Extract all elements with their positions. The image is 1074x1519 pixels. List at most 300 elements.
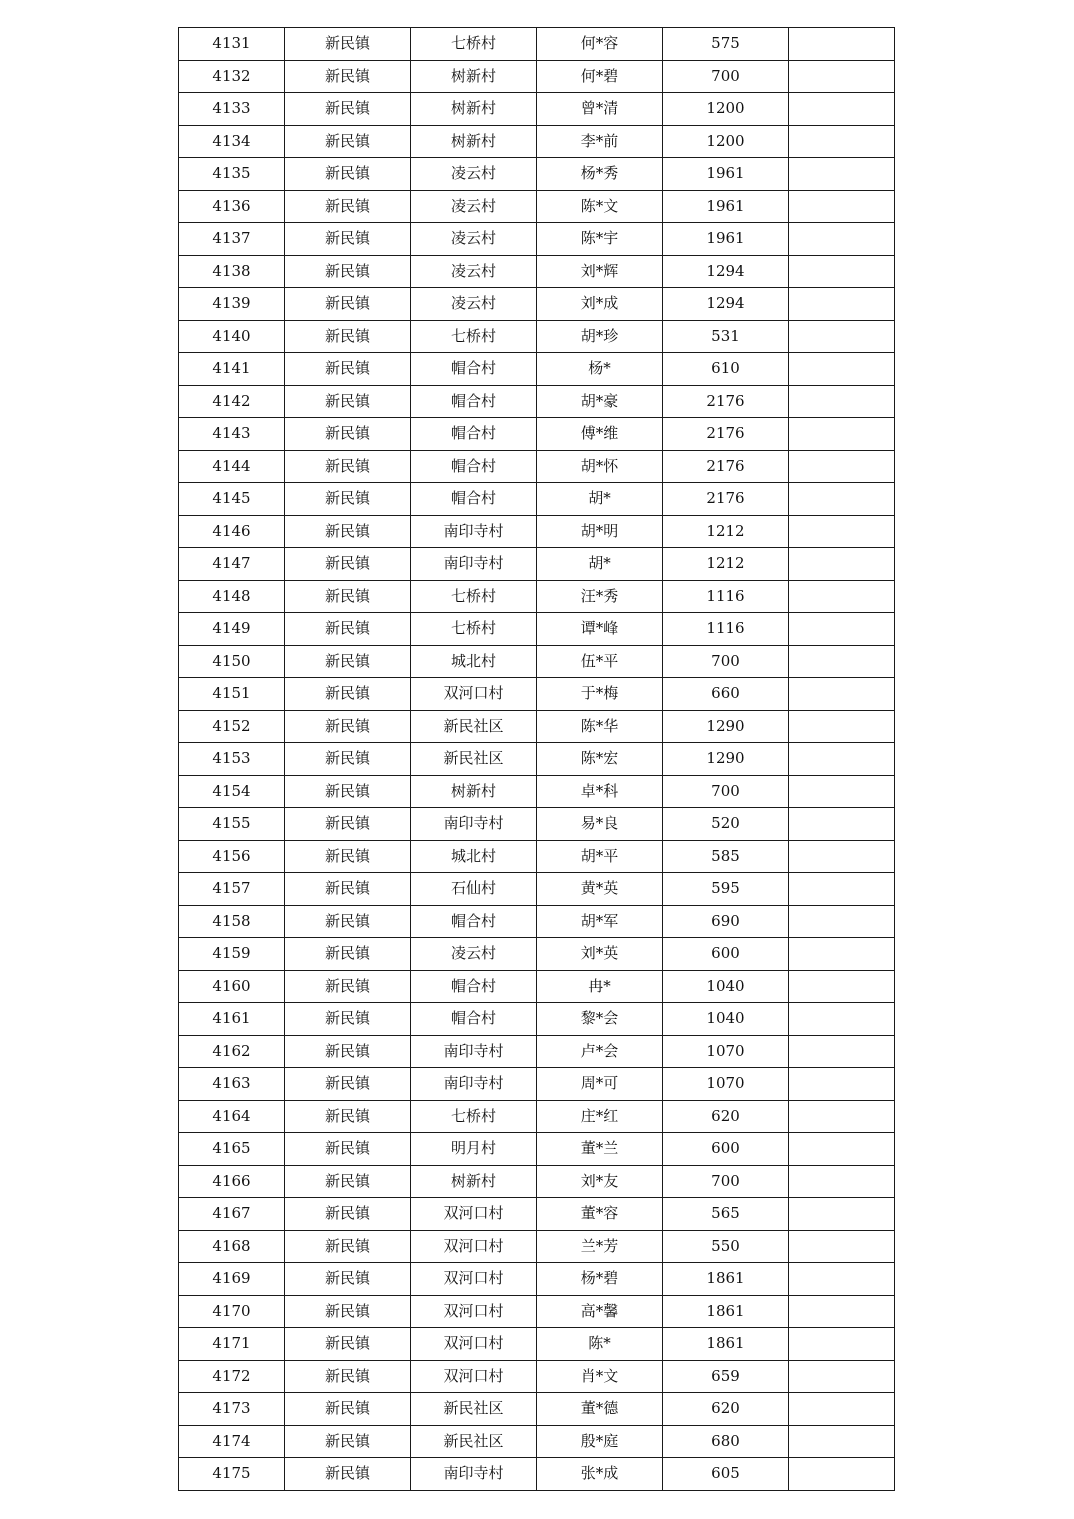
table-row xyxy=(179,1425,895,1458)
cell-number: 4137 xyxy=(179,223,285,256)
cell-name: 胡*明 xyxy=(537,515,663,548)
table-row xyxy=(179,1393,895,1426)
cell-number: 4158 xyxy=(179,905,285,938)
cell-amount: 1116 xyxy=(663,580,789,613)
cell-note xyxy=(789,1328,895,1361)
cell-note xyxy=(789,353,895,386)
cell-number: 4157 xyxy=(179,873,285,906)
cell-number: 4142 xyxy=(179,385,285,418)
cell-town: 新民镇 xyxy=(285,1263,411,1296)
cell-note xyxy=(789,873,895,906)
cell-name: 张*成 xyxy=(537,1458,663,1491)
cell-amount: 1040 xyxy=(663,1003,789,1036)
cell-village: 帽合村 xyxy=(411,970,537,1003)
cell-number: 4155 xyxy=(179,808,285,841)
cell-village: 七桥村 xyxy=(411,613,537,646)
cell-number: 4138 xyxy=(179,255,285,288)
cell-town: 新民镇 xyxy=(285,353,411,386)
cell-name: 陈* xyxy=(537,1328,663,1361)
cell-note xyxy=(789,1198,895,1231)
cell-amount: 1961 xyxy=(663,190,789,223)
cell-note xyxy=(789,808,895,841)
cell-town: 新民镇 xyxy=(285,678,411,711)
cell-number: 4164 xyxy=(179,1100,285,1133)
cell-village: 新民社区 xyxy=(411,1425,537,1458)
table-row xyxy=(179,483,895,516)
cell-town: 新民镇 xyxy=(285,125,411,158)
cell-village: 明月村 xyxy=(411,1133,537,1166)
cell-village: 双河口村 xyxy=(411,1295,537,1328)
table-row xyxy=(179,1068,895,1101)
cell-village: 帽合村 xyxy=(411,450,537,483)
cell-town: 新民镇 xyxy=(285,808,411,841)
cell-number: 4143 xyxy=(179,418,285,451)
table-body xyxy=(179,28,895,1491)
table-row xyxy=(179,450,895,483)
cell-village: 南印寺村 xyxy=(411,1068,537,1101)
cell-town: 新民镇 xyxy=(285,1425,411,1458)
cell-amount: 1294 xyxy=(663,288,789,321)
cell-village: 凌云村 xyxy=(411,288,537,321)
cell-note xyxy=(789,1458,895,1491)
table-row xyxy=(179,353,895,386)
table-row xyxy=(179,905,895,938)
cell-number: 4160 xyxy=(179,970,285,1003)
table-row xyxy=(179,1360,895,1393)
table-row xyxy=(179,580,895,613)
cell-note xyxy=(789,1003,895,1036)
cell-amount: 700 xyxy=(663,775,789,808)
cell-village: 凌云村 xyxy=(411,158,537,191)
cell-number: 4134 xyxy=(179,125,285,158)
cell-amount: 1116 xyxy=(663,613,789,646)
cell-note xyxy=(789,970,895,1003)
cell-town: 新民镇 xyxy=(285,970,411,1003)
cell-name: 卓*科 xyxy=(537,775,663,808)
cell-village: 新民社区 xyxy=(411,743,537,776)
cell-name: 董*兰 xyxy=(537,1133,663,1166)
cell-number: 4152 xyxy=(179,710,285,743)
cell-town: 新民镇 xyxy=(285,418,411,451)
cell-note xyxy=(789,515,895,548)
cell-number: 4170 xyxy=(179,1295,285,1328)
cell-amount: 1961 xyxy=(663,158,789,191)
cell-name: 胡*豪 xyxy=(537,385,663,418)
table-row xyxy=(179,1100,895,1133)
cell-village: 凌云村 xyxy=(411,255,537,288)
cell-name: 胡*怀 xyxy=(537,450,663,483)
cell-village: 城北村 xyxy=(411,645,537,678)
cell-name: 刘*成 xyxy=(537,288,663,321)
cell-village: 树新村 xyxy=(411,775,537,808)
cell-note xyxy=(789,1068,895,1101)
cell-number: 4163 xyxy=(179,1068,285,1101)
cell-note xyxy=(789,450,895,483)
cell-note xyxy=(789,840,895,873)
cell-amount: 595 xyxy=(663,873,789,906)
cell-note xyxy=(789,613,895,646)
cell-note xyxy=(789,483,895,516)
cell-note xyxy=(789,743,895,776)
table-row xyxy=(179,255,895,288)
cell-note xyxy=(789,1133,895,1166)
cell-number: 4174 xyxy=(179,1425,285,1458)
cell-name: 杨*秀 xyxy=(537,158,663,191)
cell-number: 4140 xyxy=(179,320,285,353)
cell-name: 于*梅 xyxy=(537,678,663,711)
table-row xyxy=(179,873,895,906)
table-row xyxy=(179,840,895,873)
cell-town: 新民镇 xyxy=(285,320,411,353)
cell-village: 凌云村 xyxy=(411,190,537,223)
cell-amount: 660 xyxy=(663,678,789,711)
cell-town: 新民镇 xyxy=(285,1198,411,1231)
cell-town: 新民镇 xyxy=(285,775,411,808)
cell-number: 4135 xyxy=(179,158,285,191)
cell-name: 兰*芳 xyxy=(537,1230,663,1263)
cell-number: 4147 xyxy=(179,548,285,581)
cell-town: 新民镇 xyxy=(285,1100,411,1133)
cell-name: 傅*维 xyxy=(537,418,663,451)
table-row xyxy=(179,1295,895,1328)
cell-village: 双河口村 xyxy=(411,1230,537,1263)
cell-note xyxy=(789,548,895,581)
cell-town: 新民镇 xyxy=(285,938,411,971)
cell-name: 胡*珍 xyxy=(537,320,663,353)
cell-amount: 585 xyxy=(663,840,789,873)
cell-village: 双河口村 xyxy=(411,1328,537,1361)
cell-town: 新民镇 xyxy=(285,1458,411,1491)
cell-village: 南印寺村 xyxy=(411,515,537,548)
cell-amount: 620 xyxy=(663,1100,789,1133)
cell-village: 树新村 xyxy=(411,1165,537,1198)
cell-name: 谭*峰 xyxy=(537,613,663,646)
cell-amount: 1212 xyxy=(663,515,789,548)
table-row xyxy=(179,28,895,61)
cell-name: 杨* xyxy=(537,353,663,386)
cell-amount: 1070 xyxy=(663,1068,789,1101)
cell-note xyxy=(789,223,895,256)
cell-name: 庄*红 xyxy=(537,1100,663,1133)
table-row xyxy=(179,1133,895,1166)
cell-number: 4166 xyxy=(179,1165,285,1198)
cell-number: 4150 xyxy=(179,645,285,678)
cell-number: 4141 xyxy=(179,353,285,386)
cell-number: 4162 xyxy=(179,1035,285,1068)
cell-amount: 1861 xyxy=(663,1328,789,1361)
cell-town: 新民镇 xyxy=(285,1068,411,1101)
cell-number: 4131 xyxy=(179,28,285,61)
cell-name: 何*碧 xyxy=(537,60,663,93)
table-row xyxy=(179,288,895,321)
cell-note xyxy=(789,938,895,971)
cell-town: 新民镇 xyxy=(285,1003,411,1036)
cell-town: 新民镇 xyxy=(285,613,411,646)
cell-town: 新民镇 xyxy=(285,645,411,678)
cell-amount: 2176 xyxy=(663,450,789,483)
cell-name: 陈*华 xyxy=(537,710,663,743)
cell-village: 石仙村 xyxy=(411,873,537,906)
table-row xyxy=(179,1035,895,1068)
table-row xyxy=(179,743,895,776)
cell-note xyxy=(789,775,895,808)
cell-number: 4144 xyxy=(179,450,285,483)
table-row xyxy=(179,613,895,646)
table-row xyxy=(179,938,895,971)
cell-name: 李*前 xyxy=(537,125,663,158)
cell-amount: 1040 xyxy=(663,970,789,1003)
cell-village: 双河口村 xyxy=(411,1360,537,1393)
cell-amount: 1861 xyxy=(663,1263,789,1296)
cell-amount: 2176 xyxy=(663,385,789,418)
table-row xyxy=(179,678,895,711)
cell-town: 新民镇 xyxy=(285,905,411,938)
table-row xyxy=(179,320,895,353)
table-row xyxy=(179,1165,895,1198)
cell-amount: 1961 xyxy=(663,223,789,256)
cell-name: 陈*文 xyxy=(537,190,663,223)
cell-number: 4154 xyxy=(179,775,285,808)
cell-note xyxy=(789,385,895,418)
table-row xyxy=(179,808,895,841)
cell-town: 新民镇 xyxy=(285,840,411,873)
cell-note xyxy=(789,1425,895,1458)
cell-number: 4171 xyxy=(179,1328,285,1361)
cell-number: 4132 xyxy=(179,60,285,93)
cell-village: 七桥村 xyxy=(411,320,537,353)
cell-amount: 565 xyxy=(663,1198,789,1231)
cell-number: 4167 xyxy=(179,1198,285,1231)
cell-number: 4172 xyxy=(179,1360,285,1393)
cell-note xyxy=(789,905,895,938)
cell-amount: 1200 xyxy=(663,125,789,158)
cell-town: 新民镇 xyxy=(285,190,411,223)
cell-number: 4136 xyxy=(179,190,285,223)
cell-name: 胡* xyxy=(537,548,663,581)
table-row xyxy=(179,775,895,808)
cell-town: 新民镇 xyxy=(285,580,411,613)
cell-name: 黎*会 xyxy=(537,1003,663,1036)
data-table xyxy=(178,27,895,1491)
cell-note xyxy=(789,1263,895,1296)
cell-town: 新民镇 xyxy=(285,1035,411,1068)
cell-note xyxy=(789,1393,895,1426)
cell-amount: 605 xyxy=(663,1458,789,1491)
cell-number: 4165 xyxy=(179,1133,285,1166)
cell-name: 殷*庭 xyxy=(537,1425,663,1458)
cell-village: 帽合村 xyxy=(411,1003,537,1036)
cell-town: 新民镇 xyxy=(285,515,411,548)
cell-amount: 680 xyxy=(663,1425,789,1458)
table-row xyxy=(179,645,895,678)
cell-village: 树新村 xyxy=(411,93,537,126)
cell-town: 新民镇 xyxy=(285,1165,411,1198)
cell-name: 董*德 xyxy=(537,1393,663,1426)
table-row xyxy=(179,1328,895,1361)
cell-number: 4159 xyxy=(179,938,285,971)
cell-number: 4175 xyxy=(179,1458,285,1491)
cell-amount: 659 xyxy=(663,1360,789,1393)
cell-village: 南印寺村 xyxy=(411,548,537,581)
cell-note xyxy=(789,678,895,711)
cell-village: 帽合村 xyxy=(411,385,537,418)
cell-town: 新民镇 xyxy=(285,1360,411,1393)
cell-note xyxy=(789,28,895,61)
cell-number: 4149 xyxy=(179,613,285,646)
cell-number: 4151 xyxy=(179,678,285,711)
table-row xyxy=(179,60,895,93)
table-row xyxy=(179,418,895,451)
cell-town: 新民镇 xyxy=(285,1230,411,1263)
cell-amount: 520 xyxy=(663,808,789,841)
cell-town: 新民镇 xyxy=(285,158,411,191)
cell-town: 新民镇 xyxy=(285,1133,411,1166)
cell-note xyxy=(789,710,895,743)
table-row xyxy=(179,385,895,418)
cell-village: 树新村 xyxy=(411,125,537,158)
cell-note xyxy=(789,645,895,678)
cell-number: 4139 xyxy=(179,288,285,321)
cell-name: 高*馨 xyxy=(537,1295,663,1328)
cell-village: 南印寺村 xyxy=(411,1035,537,1068)
cell-name: 周*可 xyxy=(537,1068,663,1101)
cell-number: 4173 xyxy=(179,1393,285,1426)
cell-name: 董*容 xyxy=(537,1198,663,1231)
cell-note xyxy=(789,418,895,451)
cell-note xyxy=(789,1165,895,1198)
table-row xyxy=(179,125,895,158)
cell-town: 新民镇 xyxy=(285,255,411,288)
cell-town: 新民镇 xyxy=(285,60,411,93)
table-row xyxy=(179,93,895,126)
cell-note xyxy=(789,255,895,288)
cell-town: 新民镇 xyxy=(285,93,411,126)
cell-town: 新民镇 xyxy=(285,548,411,581)
cell-amount: 700 xyxy=(663,645,789,678)
cell-village: 双河口村 xyxy=(411,1263,537,1296)
cell-number: 4168 xyxy=(179,1230,285,1263)
cell-name: 肖*文 xyxy=(537,1360,663,1393)
cell-village: 双河口村 xyxy=(411,1198,537,1231)
cell-village: 帽合村 xyxy=(411,483,537,516)
table-row xyxy=(179,1458,895,1491)
cell-name: 伍*平 xyxy=(537,645,663,678)
cell-town: 新民镇 xyxy=(285,223,411,256)
table-row xyxy=(179,158,895,191)
cell-name: 胡*平 xyxy=(537,840,663,873)
cell-village: 帽合村 xyxy=(411,418,537,451)
cell-town: 新民镇 xyxy=(285,710,411,743)
cell-name: 易*良 xyxy=(537,808,663,841)
cell-amount: 2176 xyxy=(663,418,789,451)
cell-note xyxy=(789,1360,895,1393)
cell-name: 汪*秀 xyxy=(537,580,663,613)
cell-town: 新民镇 xyxy=(285,1393,411,1426)
cell-village: 南印寺村 xyxy=(411,808,537,841)
table-row xyxy=(179,223,895,256)
cell-village: 七桥村 xyxy=(411,580,537,613)
cell-name: 刘*辉 xyxy=(537,255,663,288)
cell-number: 4146 xyxy=(179,515,285,548)
cell-town: 新民镇 xyxy=(285,873,411,906)
cell-number: 4169 xyxy=(179,1263,285,1296)
cell-amount: 1290 xyxy=(663,743,789,776)
cell-note xyxy=(789,1035,895,1068)
cell-amount: 1212 xyxy=(663,548,789,581)
cell-village: 树新村 xyxy=(411,60,537,93)
cell-village: 新民社区 xyxy=(411,1393,537,1426)
cell-village: 双河口村 xyxy=(411,678,537,711)
cell-town: 新民镇 xyxy=(285,450,411,483)
cell-note xyxy=(789,580,895,613)
cell-amount: 620 xyxy=(663,1393,789,1426)
cell-name: 胡*军 xyxy=(537,905,663,938)
cell-village: 凌云村 xyxy=(411,223,537,256)
cell-amount: 1290 xyxy=(663,710,789,743)
cell-note xyxy=(789,158,895,191)
table-row xyxy=(179,548,895,581)
cell-amount: 700 xyxy=(663,60,789,93)
cell-number: 4145 xyxy=(179,483,285,516)
cell-town: 新民镇 xyxy=(285,288,411,321)
table-row xyxy=(179,190,895,223)
cell-note xyxy=(789,93,895,126)
cell-name: 卢*会 xyxy=(537,1035,663,1068)
table-row xyxy=(179,970,895,1003)
cell-amount: 690 xyxy=(663,905,789,938)
cell-village: 城北村 xyxy=(411,840,537,873)
cell-name: 黄*英 xyxy=(537,873,663,906)
cell-number: 4161 xyxy=(179,1003,285,1036)
cell-village: 帽合村 xyxy=(411,905,537,938)
cell-town: 新民镇 xyxy=(285,1328,411,1361)
cell-village: 七桥村 xyxy=(411,28,537,61)
cell-amount: 600 xyxy=(663,1133,789,1166)
cell-village: 凌云村 xyxy=(411,938,537,971)
cell-name: 刘*友 xyxy=(537,1165,663,1198)
cell-amount: 1861 xyxy=(663,1295,789,1328)
table-row xyxy=(179,1263,895,1296)
cell-town: 新民镇 xyxy=(285,28,411,61)
table-row xyxy=(179,515,895,548)
cell-amount: 531 xyxy=(663,320,789,353)
cell-note xyxy=(789,60,895,93)
cell-amount: 575 xyxy=(663,28,789,61)
cell-note xyxy=(789,320,895,353)
cell-name: 陈*宏 xyxy=(537,743,663,776)
cell-name: 陈*宇 xyxy=(537,223,663,256)
cell-town: 新民镇 xyxy=(285,483,411,516)
cell-amount: 700 xyxy=(663,1165,789,1198)
cell-amount: 1200 xyxy=(663,93,789,126)
cell-name: 胡* xyxy=(537,483,663,516)
cell-amount: 1070 xyxy=(663,1035,789,1068)
cell-amount: 600 xyxy=(663,938,789,971)
table-row xyxy=(179,1003,895,1036)
cell-note xyxy=(789,1100,895,1133)
cell-amount: 2176 xyxy=(663,483,789,516)
cell-note xyxy=(789,125,895,158)
cell-name: 何*容 xyxy=(537,28,663,61)
cell-amount: 550 xyxy=(663,1230,789,1263)
cell-town: 新民镇 xyxy=(285,1295,411,1328)
cell-number: 4153 xyxy=(179,743,285,776)
cell-village: 七桥村 xyxy=(411,1100,537,1133)
cell-town: 新民镇 xyxy=(285,385,411,418)
cell-town: 新民镇 xyxy=(285,743,411,776)
cell-name: 冉* xyxy=(537,970,663,1003)
cell-number: 4156 xyxy=(179,840,285,873)
